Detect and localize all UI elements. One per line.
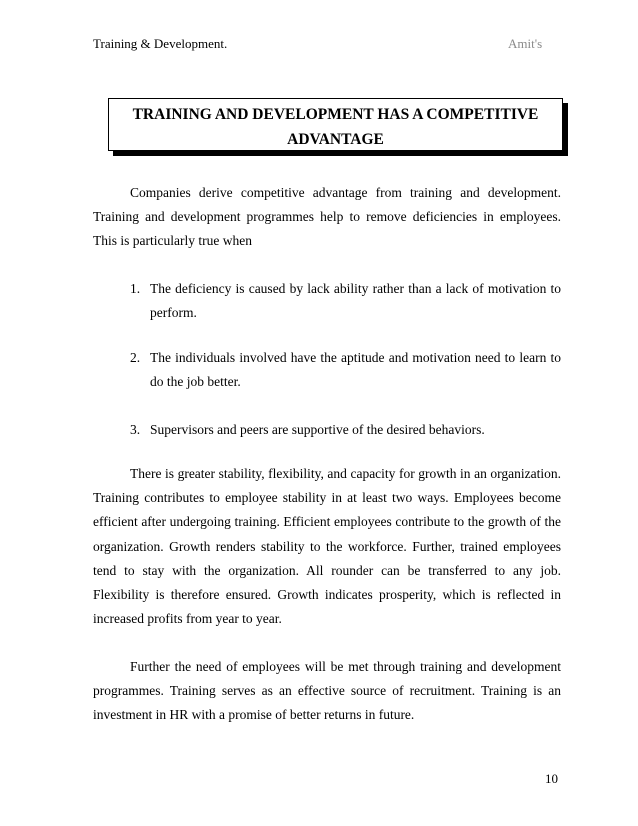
list-item-number: 1. — [130, 281, 141, 296]
list-item-text: The individuals involved have the aptitude and motivation need to learn to do the job better. — [150, 350, 561, 390]
list-item-text: Supervisors and peers are supportive of the desired behaviors. — [150, 422, 485, 437]
recruitment-paragraph: Further the need of employees will be met through training and development programmes. Training serves as an effective source of recruitment. Training is an investment in HR with a promise of better returns in future. — [93, 659, 561, 723]
intro-paragraph: Companies derive competitive advantage from training and development. Training and development programmes help to remove deficiencies in employees. This is particularly true when — [93, 185, 561, 249]
page-title-line-1: TRAINING AND DEVELOPMENT HAS A COMPETITIVE — [132, 106, 539, 123]
list-item-number: 2. — [130, 350, 141, 365]
title-box — [108, 98, 563, 151]
page-number: 10 — [545, 771, 558, 786]
stability-paragraph: There is greater stability, flexibility, and capacity for growth in an organization. Training contributes to employee stability in at least two ways. Employees become efficient after undergoing training. Efficient employees contribute to the growth of the organization. Growth renders stability to the workforce. Further, trained employees tend to stay with the organization. All rounder can be transferred to any job. Flexibility is therefore ensured. Growth indicates prosperity, which is reflected in increased profits from year to year. — [93, 466, 561, 627]
page-title-line-2: ADVANTAGE — [287, 131, 384, 148]
list-item — [130, 277, 561, 325]
running-header-title: Training & Development. — [93, 36, 228, 51]
list-item-text: The deficiency is caused by lack ability rather than a lack of motivation to perform. — [150, 281, 561, 321]
running-header-author: Amit's — [508, 36, 543, 51]
list-item — [130, 418, 561, 442]
list-item-number: 3. — [130, 422, 141, 437]
list-item — [130, 346, 561, 394]
